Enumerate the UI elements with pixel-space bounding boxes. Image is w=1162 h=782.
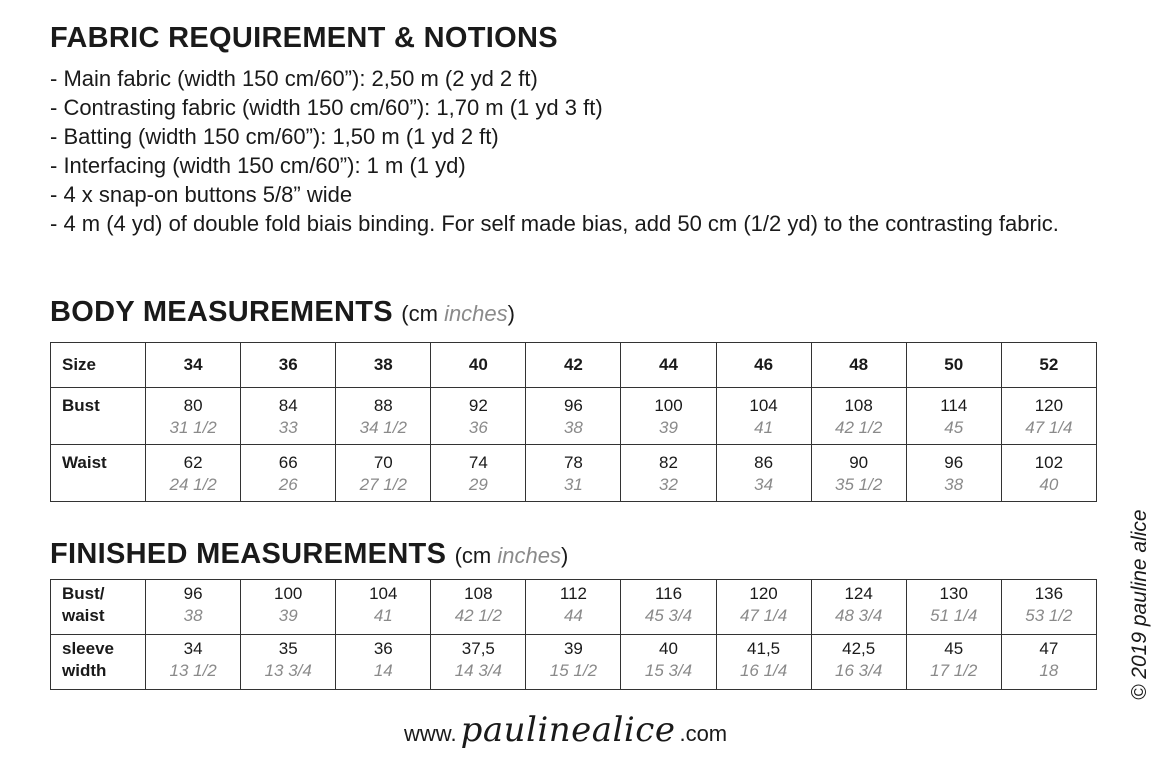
finished-measurements-title xyxy=(50,538,568,571)
notions-list xyxy=(50,64,1120,238)
measurement-cell xyxy=(146,580,241,635)
size-cell: 48 xyxy=(811,343,906,388)
value-cm: 40 xyxy=(659,639,678,658)
value-cm: 108 xyxy=(464,584,493,603)
value-cm: 124 xyxy=(844,584,873,603)
body-measurements-table xyxy=(50,342,1097,502)
value-cm: 96 xyxy=(563,396,583,415)
value-inches: 51 1/4 xyxy=(930,606,978,625)
measurement-cell xyxy=(1001,445,1096,502)
measurement-cell xyxy=(906,388,1001,445)
finished-measurements-table xyxy=(50,579,1097,690)
value-inches: 26 xyxy=(278,475,298,494)
value-cm: 130 xyxy=(939,584,968,603)
value-inches: 53 1/2 xyxy=(1025,606,1073,625)
measurement-cell xyxy=(146,445,241,502)
table-row xyxy=(51,635,1097,690)
value-inches: 45 3/4 xyxy=(644,606,693,625)
measurement-cell xyxy=(811,635,906,690)
measurement-cell xyxy=(716,388,811,445)
value-cm: 108 xyxy=(844,396,873,415)
value-inches: 27 1/2 xyxy=(359,475,407,494)
web-prefix: www. xyxy=(404,721,457,746)
brand-logo: paulinealice xyxy=(460,710,676,750)
table-row xyxy=(51,445,1097,502)
value-inches: 31 xyxy=(563,475,583,494)
row-label-line: width xyxy=(62,661,107,680)
measurement-cell xyxy=(336,388,431,445)
measurement-cell xyxy=(241,580,336,635)
unit-note xyxy=(401,301,515,326)
value-inches: 41 xyxy=(754,418,774,437)
value-cm: 120 xyxy=(1034,396,1064,415)
value-inches: 39 xyxy=(659,418,678,437)
value-cm: 120 xyxy=(749,584,778,603)
value-cm: 35 xyxy=(278,639,298,658)
value-inches: 33 xyxy=(278,418,298,437)
notion-item: - Main fabric (width 150 cm/60”): 2,50 m (2 yd 2 ft) xyxy=(50,66,538,91)
value-inches: 38 xyxy=(944,475,964,494)
size-cell: 36 xyxy=(241,343,336,388)
size-cell: 44 xyxy=(621,343,716,388)
measurement-cell xyxy=(431,580,526,635)
value-inches: 36 xyxy=(468,418,488,437)
value-inches: 42 1/2 xyxy=(454,606,502,625)
value-inches: 24 1/2 xyxy=(169,475,217,494)
row-label-line: Bust/ xyxy=(62,584,105,603)
row-label-line: waist xyxy=(62,606,105,625)
value-cm: 116 xyxy=(654,584,683,603)
value-inches: 34 1/2 xyxy=(359,418,407,437)
measurement-cell xyxy=(336,445,431,502)
size-cell: 38 xyxy=(336,343,431,388)
body-measurements-title xyxy=(50,296,515,329)
value-inches: 31 1/2 xyxy=(169,418,217,437)
value-cm: 70 xyxy=(373,453,393,472)
web-suffix: .com xyxy=(679,721,728,746)
value-inches: 48 3/4 xyxy=(835,606,883,625)
value-inches: 18 xyxy=(1039,661,1059,680)
measurement-cell xyxy=(716,445,811,502)
value-cm: 96 xyxy=(944,453,964,472)
value-cm: 86 xyxy=(754,453,774,472)
value-inches: 35 1/2 xyxy=(835,475,883,494)
measurement-cell xyxy=(146,635,241,690)
value-cm: 42,5 xyxy=(842,639,876,658)
unit-open: (cm xyxy=(454,543,498,568)
measurement-cell xyxy=(716,580,811,635)
value-cm: 112 xyxy=(559,584,587,603)
value-cm: 39 xyxy=(563,639,583,658)
value-inches: 41 xyxy=(373,606,393,625)
measurement-cell xyxy=(431,445,526,502)
measurement-cell xyxy=(1001,388,1096,445)
unit-note xyxy=(455,543,569,568)
measurement-cell xyxy=(526,445,621,502)
value-inches: 13 3/4 xyxy=(264,661,312,680)
measurement-cell xyxy=(621,388,716,445)
unit-inches: inches xyxy=(444,301,508,326)
size-cell: 40 xyxy=(431,343,526,388)
value-cm: 45 xyxy=(944,639,964,658)
value-inches: 34 xyxy=(754,475,774,494)
website-address xyxy=(404,710,727,750)
measurement-cell xyxy=(621,635,716,690)
value-inches: 13 1/2 xyxy=(169,661,217,680)
value-cm: 88 xyxy=(373,396,393,415)
value-cm: 66 xyxy=(278,453,298,472)
measurement-cell xyxy=(431,388,526,445)
body-measurements-title-text: BODY MEASUREMENTS xyxy=(50,296,393,328)
size-cell: 42 xyxy=(526,343,621,388)
value-cm: 90 xyxy=(849,453,869,472)
value-cm: 114 xyxy=(940,396,968,415)
notion-item: - Contrasting fabric (width 150 cm/60”): 1,70 m (1 yd 3 ft) xyxy=(50,95,603,120)
value-cm: 62 xyxy=(183,453,203,472)
measurement-cell xyxy=(811,580,906,635)
size-cell: 50 xyxy=(906,343,1001,388)
table-row xyxy=(51,388,1097,445)
value-cm: 80 xyxy=(183,396,203,415)
measurement-cell xyxy=(811,445,906,502)
value-cm: 104 xyxy=(749,396,778,415)
size-cell: 46 xyxy=(716,343,811,388)
value-inches: 14 xyxy=(373,661,393,680)
measurement-cell xyxy=(336,635,431,690)
unit-close: ) xyxy=(507,301,515,326)
value-cm: 100 xyxy=(654,396,683,415)
measurement-cell xyxy=(241,635,336,690)
measurement-cell xyxy=(716,635,811,690)
measurement-cell xyxy=(906,580,1001,635)
size-cell: 34 xyxy=(146,343,241,388)
measurement-cell xyxy=(146,388,241,445)
row-label xyxy=(51,635,146,690)
measurement-cell xyxy=(1001,580,1096,635)
value-inches: 32 xyxy=(659,475,678,494)
notion-item: - 4 m (4 yd) of double fold biais binding. For self made bias, add 50 cm (1/2 yd) to the contrasting fabric. xyxy=(50,211,1059,236)
measurement-cell xyxy=(431,635,526,690)
row-label: Bust xyxy=(51,388,146,445)
value-cm: 41,5 xyxy=(747,639,781,658)
row-label-line: sleeve xyxy=(62,639,114,658)
value-inches: 15 1/2 xyxy=(549,661,598,680)
value-inches: 39 xyxy=(278,606,298,625)
value-cm: 104 xyxy=(369,584,398,603)
value-inches: 47 1/4 xyxy=(1025,418,1073,437)
table-row xyxy=(51,580,1097,635)
value-cm: 84 xyxy=(278,396,298,415)
value-cm: 82 xyxy=(659,453,678,472)
unit-close: ) xyxy=(560,543,569,568)
value-cm: 136 xyxy=(1034,584,1064,603)
value-inches: 38 xyxy=(563,418,583,437)
measurement-cell xyxy=(906,445,1001,502)
notion-item: - Interfacing (width 150 cm/60”): 1 m (1 yd) xyxy=(50,153,466,178)
value-inches: 14 3/4 xyxy=(454,661,502,680)
measurement-cell xyxy=(241,445,336,502)
row-label: Waist xyxy=(51,445,146,502)
notion-item: - 4 x snap-on buttons 5/8” wide xyxy=(50,182,353,207)
size-header: Size xyxy=(51,343,146,388)
measurement-cell xyxy=(811,388,906,445)
value-cm: 78 xyxy=(563,453,583,472)
size-row xyxy=(51,343,1097,388)
value-inches: 17 1/2 xyxy=(930,661,978,680)
row-label xyxy=(51,580,146,635)
value-inches: 38 xyxy=(183,606,203,625)
measurement-cell xyxy=(336,580,431,635)
size-cell: 52 xyxy=(1001,343,1096,388)
value-inches: 47 1/4 xyxy=(739,606,788,625)
value-inches: 44 xyxy=(563,606,583,625)
value-inches: 16 3/4 xyxy=(835,661,883,680)
value-inches: 29 xyxy=(468,475,488,494)
value-inches: 42 1/2 xyxy=(835,418,883,437)
value-cm: 74 xyxy=(468,453,488,472)
measurement-cell xyxy=(621,580,716,635)
value-inches: 16 1/4 xyxy=(739,661,788,680)
notion-item: - Batting (width 150 cm/60”): 1,50 m (1 yd 2 ft) xyxy=(50,124,499,149)
value-inches: 40 xyxy=(1039,475,1059,494)
value-cm: 102 xyxy=(1034,453,1064,472)
value-cm: 34 xyxy=(183,639,203,658)
value-cm: 36 xyxy=(373,639,393,658)
value-inches: 15 3/4 xyxy=(644,661,693,680)
copyright-notice: © 2019 pauline alice xyxy=(1128,509,1151,700)
measurement-cell xyxy=(906,635,1001,690)
value-cm: 47 xyxy=(1039,639,1059,658)
value-cm: 100 xyxy=(274,584,303,603)
value-cm: 96 xyxy=(183,584,203,603)
value-cm: 92 xyxy=(468,396,488,415)
measurement-cell xyxy=(526,580,621,635)
measurement-cell xyxy=(1001,635,1096,690)
unit-inches: inches xyxy=(497,543,561,568)
measurement-cell xyxy=(241,388,336,445)
measurement-cell xyxy=(526,388,621,445)
fabric-section-title: FABRIC REQUIREMENT & NOTIONS xyxy=(50,22,558,54)
value-cm: 37,5 xyxy=(461,639,495,658)
finished-measurements-title-text: FINISHED MEASUREMENTS xyxy=(50,538,447,570)
value-inches: 45 xyxy=(944,418,964,437)
measurement-cell xyxy=(621,445,716,502)
unit-open: (cm xyxy=(401,301,445,326)
measurement-cell xyxy=(526,635,621,690)
